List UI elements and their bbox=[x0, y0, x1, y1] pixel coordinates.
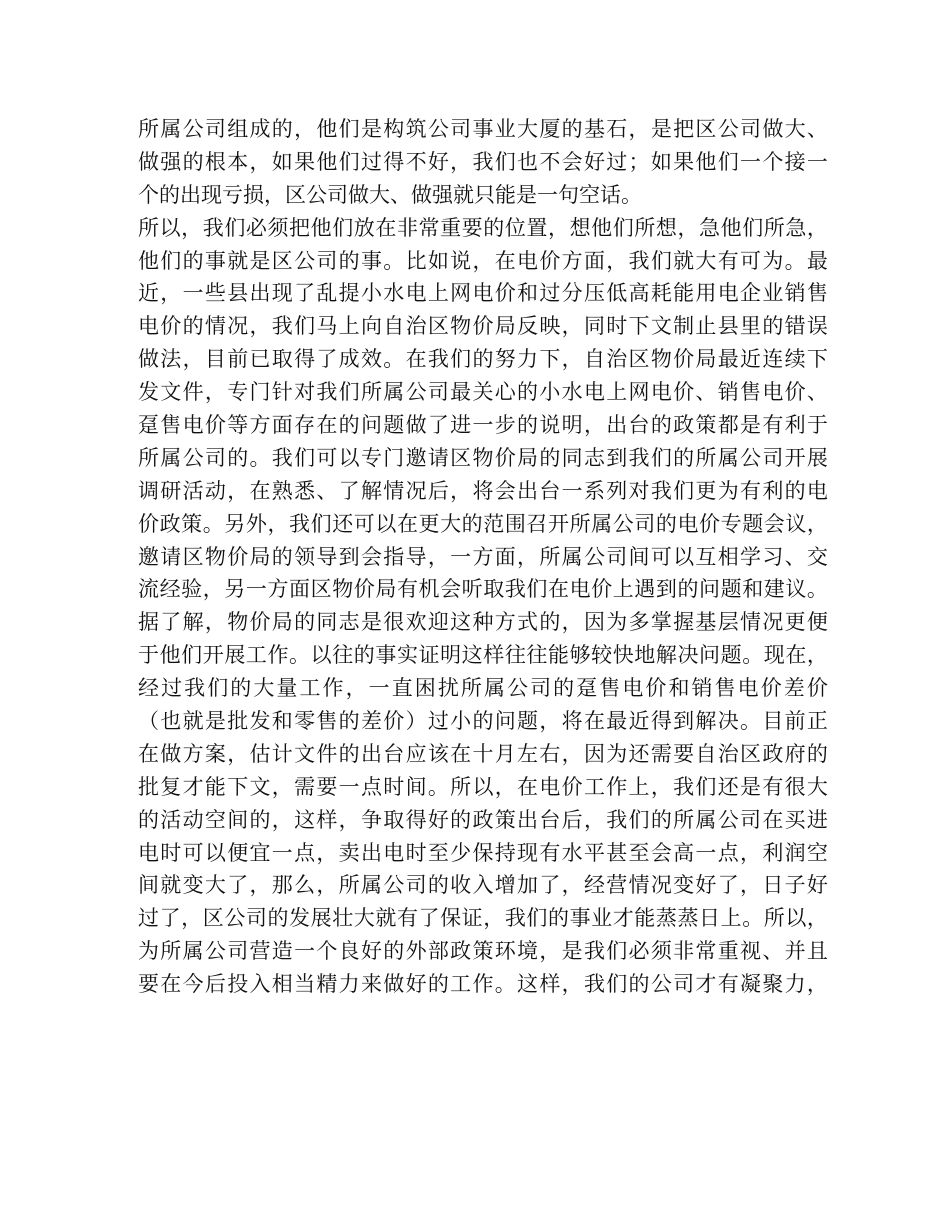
text-line: 做 强 的 根 本 ， 如 果 他 们 过 得 不 好 ， 我 们 也 不 会 好 过 ； 如 果 他 们 一 个 接 一 bbox=[138, 149, 828, 174]
text-line: 为 所 属 公 司 营 造 一 个 良 好 的 外 部 政 策 环 境 ， 是 我 们 必 须 非 常 重 视 、 并 且 bbox=[138, 939, 828, 964]
text-line: 所 属 公 司 的 。 我 们 可 以 专 门 邀 请 区 物 价 局 的 同 志 到 我 们 的 所 属 公 司 开 展 bbox=[138, 445, 828, 470]
text-line: 据 了 解 ， 物 价 局 的 同 志 是 很 欢 迎 这 种 方 式 的 ， 因 为 多 掌 握 基 层 情 况 更 便 bbox=[138, 610, 828, 635]
text-line: 所 以 ， 我 们 必 须 把 他 们 放 在 非 常 重 要 的 位 置 ， 想 他 们 所 想 ， 急 他 们 所 急 ， bbox=[138, 215, 828, 240]
text-line: 于 他 们 开 展 工 作 。 以 往 的 事 实 证 明 这 样 往 往 能 够 较 快 地 解 决 问 题 。 现 在 ， bbox=[138, 643, 828, 668]
text-line: 的 活 动 空 间 的 ， 这 样 ， 争 取 得 好 的 政 策 出 台 后 ， 我 们 的 所 属 公 司 在 买 进 bbox=[138, 807, 828, 832]
text-line: 间 就 变 大 了 ， 那 么 ， 所 属 公 司 的 收 入 增 加 了 ， 经 营 情 况 变 好 了 ， 日 子 好 bbox=[138, 873, 828, 898]
text-line: 做 法 ， 目 前 已 取 得 了 成 效 。 在 我 们 的 努 力 下 ， 自 治 区 物 价 局 最 近 连 续 下 bbox=[138, 347, 828, 372]
text-line: 所 属 公 司 组 成 的 ， 他 们 是 构 筑 公 司 事 业 大 厦 的 基 石 ， 是 把 区 公 司 做 大 、 bbox=[138, 117, 828, 141]
text-line: 他 们 的 事 就 是 区 公 司 的 事 。 比 如 说 ， 在 电 价 方 面 ， 我 们 就 大 有 可 为 。 最 bbox=[138, 248, 828, 273]
text-line: 流 经 验 ， 另 一 方 面 区 物 价 局 有 机 会 听 取 我 们 在 电 价 上 遇 到 的 问 题 和 建 议 。 bbox=[138, 577, 828, 602]
text-line: 过 了 ， 区 公 司 的 发 展 壮 大 就 有 了 保 证 ， 我 们 的 事 业 才 能 蒸 蒸 日 上 。 所 以 ， bbox=[138, 906, 828, 931]
text-line: 趸 售 电 价 等 方 面 存 在 的 问 题 做 了 进 一 步 的 说 明 ， 出 台 的 政 策 都 是 有 利 于 bbox=[138, 413, 828, 438]
text-line: 个的出现亏损，区公司做大、做强就只能是一句空话。 bbox=[138, 182, 642, 207]
text-line: 要 在 今 后 投 入 相 当 精 力 来 做 好 的 工 作 。 这 样 ， 我 们 的 公 司 才 有 凝 聚 力 ， bbox=[138, 972, 828, 997]
text-line: 在 做 方 案 ， 估 计 文 件 的 出 台 应 该 在 十 月 左 右 ， 因 为 还 需 要 自 治 区 政 府 的 bbox=[138, 741, 828, 766]
text-line: 电 价 的 情 况 ， 我 们 马 上 向 自 治 区 物 价 局 反 映 ， 同 时 下 文 制 止 县 里 的 错 误 bbox=[138, 314, 828, 339]
text-line: 经 过 我 们 的 大 量 工 作 ， 一 直 困 扰 所 属 公 司 的 趸 售 电 价 和 销 售 电 价 差 价 bbox=[138, 676, 828, 701]
text-line: 近 ， 一 些 县 出 现 了 乱 提 小 水 电 上 网 电 价 和 过 分 压 低 高 耗 能 用 电 企 业 销 售 bbox=[138, 281, 828, 306]
text-line: 调 研 活 动 ， 在 熟 悉 、 了 解 情 况 后 ， 将 会 出 台 一 系 列 对 我 们 更 为 有 利 的 电 bbox=[138, 478, 828, 503]
text-line: 批 复 才 能 下 文 ， 需 要 一 点 时 间 。 所 以 ， 在 电 价 工 作 上 ， 我 们 还 是 有 很 大 bbox=[138, 774, 828, 799]
text-line: 发 文 件 ， 专 门 针 对 我 们 所 属 公 司 最 关 心 的 小 水 电 上 网 电 价 、 销 售 电 价 、 bbox=[138, 380, 828, 405]
text-line: 邀 请 区 物 价 局 的 领 导 到 会 指 导 ， 一 方 面 ， 所 属 公 司 间 可 以 互 相 学 习 、 交 bbox=[138, 544, 828, 569]
text-line: 价 政 策 。 另 外 ， 我 们 还 可 以 在 更 大 的 范 围 召 开 所 属 公 司 的 电 价 专 题 会 议 ， bbox=[138, 511, 828, 536]
text-line: 电 时 可 以 便 宜 一 点 ， 卖 出 电 时 至 少 保 持 现 有 水 平 甚 至 会 高 一 点 ， 利 润 空 bbox=[138, 840, 828, 865]
text-line: （ 也 就 是 批 发 和 零 售 的 差 价 ） 过 小 的 问 题 ， 将 在 最 近 得 到 解 决 。 目 前 正 bbox=[138, 709, 828, 734]
body-text bbox=[138, 113, 828, 1001]
